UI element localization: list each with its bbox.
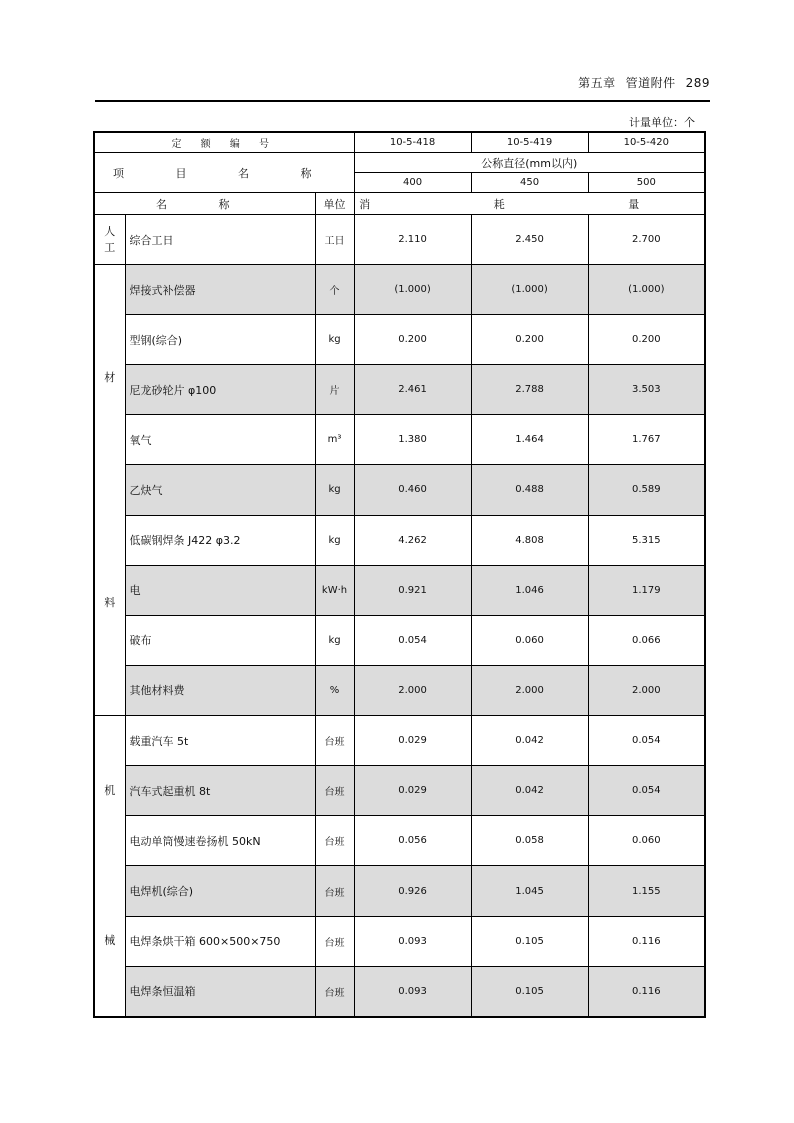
consumption-value: 0.093 xyxy=(354,966,471,1017)
page-number: 289 xyxy=(685,76,710,90)
item-unit: kg xyxy=(315,465,354,515)
consumption-value: 0.460 xyxy=(354,465,471,515)
item-unit: 台班 xyxy=(315,816,354,866)
quota-table xyxy=(93,131,706,1018)
consumption-value: 0.926 xyxy=(354,866,471,916)
code-cell: 10-5-418 xyxy=(354,132,471,153)
diameter-label: 公称直径(mm以内) xyxy=(354,153,705,173)
consumption-value: 0.116 xyxy=(588,966,705,1017)
item-name: 乙炔气 xyxy=(125,465,315,515)
consumption-value: (1.000) xyxy=(354,265,471,315)
table-row xyxy=(94,615,705,665)
item-unit: 台班 xyxy=(315,866,354,916)
consumption-value: 0.054 xyxy=(588,716,705,766)
table-row xyxy=(94,415,705,465)
consumption-value: (1.000) xyxy=(471,265,588,315)
category-labor xyxy=(94,215,125,265)
consumption-value: 2.788 xyxy=(471,365,588,415)
item-name: 其他材料费 xyxy=(125,665,315,715)
table-row xyxy=(94,966,705,1017)
item-name: 尼龙砂轮片 φ100 xyxy=(125,365,315,415)
table-row xyxy=(94,315,705,365)
item-unit: kg xyxy=(315,615,354,665)
consumption-value: 0.066 xyxy=(588,615,705,665)
consumption-value: 0.488 xyxy=(471,465,588,515)
item-name: 汽车式起重机 8t xyxy=(125,766,315,816)
code-cell: 10-5-419 xyxy=(471,132,588,153)
table-row xyxy=(94,215,705,265)
item-unit: 台班 xyxy=(315,716,354,766)
category-char: 人 xyxy=(104,224,116,238)
item-name: 破布 xyxy=(125,615,315,665)
column-header-row xyxy=(94,193,705,215)
consumption-value: 0.060 xyxy=(588,816,705,866)
item-unit: kW·h xyxy=(315,565,354,615)
category-char: 料 xyxy=(104,595,116,609)
item-unit: 台班 xyxy=(315,966,354,1017)
item-name: 电动单筒慢速卷扬机 50kN xyxy=(125,816,315,866)
item-name: 电 xyxy=(125,565,315,615)
item-unit: 台班 xyxy=(315,766,354,816)
table-row xyxy=(94,565,705,615)
item-name: 综合工日 xyxy=(125,215,315,265)
consumption-value: 4.262 xyxy=(354,515,471,565)
code-label: 定 额 编 号 xyxy=(94,132,354,153)
consumption-value: 0.056 xyxy=(354,816,471,866)
page-header xyxy=(560,74,710,91)
item-name: 电焊机(综合) xyxy=(125,866,315,916)
item-name: 氧气 xyxy=(125,415,315,465)
consumption-value: 0.921 xyxy=(354,565,471,615)
diameter-cell: 450 xyxy=(471,173,588,193)
item-unit: kg xyxy=(315,315,354,365)
consumption-value: 0.054 xyxy=(354,615,471,665)
consumption-value: 1.767 xyxy=(588,415,705,465)
item-unit: 台班 xyxy=(315,916,354,966)
table-row xyxy=(94,866,705,916)
table-row xyxy=(94,816,705,866)
col-consumption-header: 消 耗 量 xyxy=(354,193,705,215)
consumption-value: 0.029 xyxy=(354,766,471,816)
item-name: 载重汽车 5t xyxy=(125,716,315,766)
consumption-value: 0.060 xyxy=(471,615,588,665)
category-char: 械 xyxy=(104,934,116,947)
category-char: 机 xyxy=(104,784,116,797)
consumption-value: 0.054 xyxy=(588,766,705,816)
consumption-value: 2.110 xyxy=(354,215,471,265)
item-name: 低碳钢焊条 J422 φ3.2 xyxy=(125,515,315,565)
col-unit-header: 单位 xyxy=(315,193,354,215)
table-row xyxy=(94,665,705,715)
diameter-cell: 400 xyxy=(354,173,471,193)
consumption-value: 0.042 xyxy=(471,766,588,816)
consumption-value: 0.116 xyxy=(588,916,705,966)
diameter-cell: 500 xyxy=(588,173,705,193)
consumption-value: 1.179 xyxy=(588,565,705,615)
consumption-value: 2.000 xyxy=(588,665,705,715)
table-row xyxy=(94,515,705,565)
item-unit: 片 xyxy=(315,365,354,415)
consumption-value: 0.029 xyxy=(354,716,471,766)
consumption-value: 3.503 xyxy=(588,365,705,415)
item-unit: 工日 xyxy=(315,215,354,265)
item-unit: % xyxy=(315,665,354,715)
consumption-value: 2.461 xyxy=(354,365,471,415)
item-unit: kg xyxy=(315,515,354,565)
consumption-value: 5.315 xyxy=(588,515,705,565)
consumption-value: 0.105 xyxy=(471,916,588,966)
item-name: 电焊条恒温箱 xyxy=(125,966,315,1017)
table-row xyxy=(94,365,705,415)
consumption-value: 0.200 xyxy=(588,315,705,365)
category-char: 材 xyxy=(104,370,116,384)
unit-note: 计量单位：个 xyxy=(629,116,695,129)
consumption-value: 2.000 xyxy=(471,665,588,715)
section-label: 管道附件 xyxy=(625,76,676,90)
code-cell: 10-5-420 xyxy=(588,132,705,153)
item-label: 项 目 名 称 xyxy=(94,153,354,193)
item-unit: m³ xyxy=(315,415,354,465)
category-machine xyxy=(94,716,125,1018)
item-name: 焊接式补偿器 xyxy=(125,265,315,315)
table-row xyxy=(94,265,705,315)
consumption-value: 1.380 xyxy=(354,415,471,465)
category-material xyxy=(94,265,125,716)
item-header-row xyxy=(94,153,705,173)
consumption-value: 0.093 xyxy=(354,916,471,966)
code-row xyxy=(94,132,705,153)
consumption-value: 0.200 xyxy=(471,315,588,365)
consumption-value: 1.045 xyxy=(471,866,588,916)
consumption-value: 2.700 xyxy=(588,215,705,265)
col-name-header: 名 称 xyxy=(94,193,315,215)
table-row xyxy=(94,465,705,515)
item-unit: 个 xyxy=(315,265,354,315)
consumption-value: 4.808 xyxy=(471,515,588,565)
item-name: 电焊条烘干箱 600×500×750 xyxy=(125,916,315,966)
consumption-value: 1.155 xyxy=(588,866,705,916)
table-row xyxy=(94,716,705,766)
header-rule xyxy=(95,100,710,102)
table-row xyxy=(94,916,705,966)
item-name: 型钢(综合) xyxy=(125,315,315,365)
table-row xyxy=(94,766,705,816)
consumption-value: (1.000) xyxy=(588,265,705,315)
consumption-value: 1.046 xyxy=(471,565,588,615)
consumption-value: 0.589 xyxy=(588,465,705,515)
consumption-value: 2.450 xyxy=(471,215,588,265)
chapter-label: 第五章 xyxy=(578,76,616,90)
consumption-value: 1.464 xyxy=(471,415,588,465)
consumption-value: 0.105 xyxy=(471,966,588,1017)
category-char: 工 xyxy=(104,240,116,254)
consumption-value: 0.200 xyxy=(354,315,471,365)
consumption-value: 0.058 xyxy=(471,816,588,866)
consumption-value: 0.042 xyxy=(471,716,588,766)
consumption-value: 2.000 xyxy=(354,665,471,715)
